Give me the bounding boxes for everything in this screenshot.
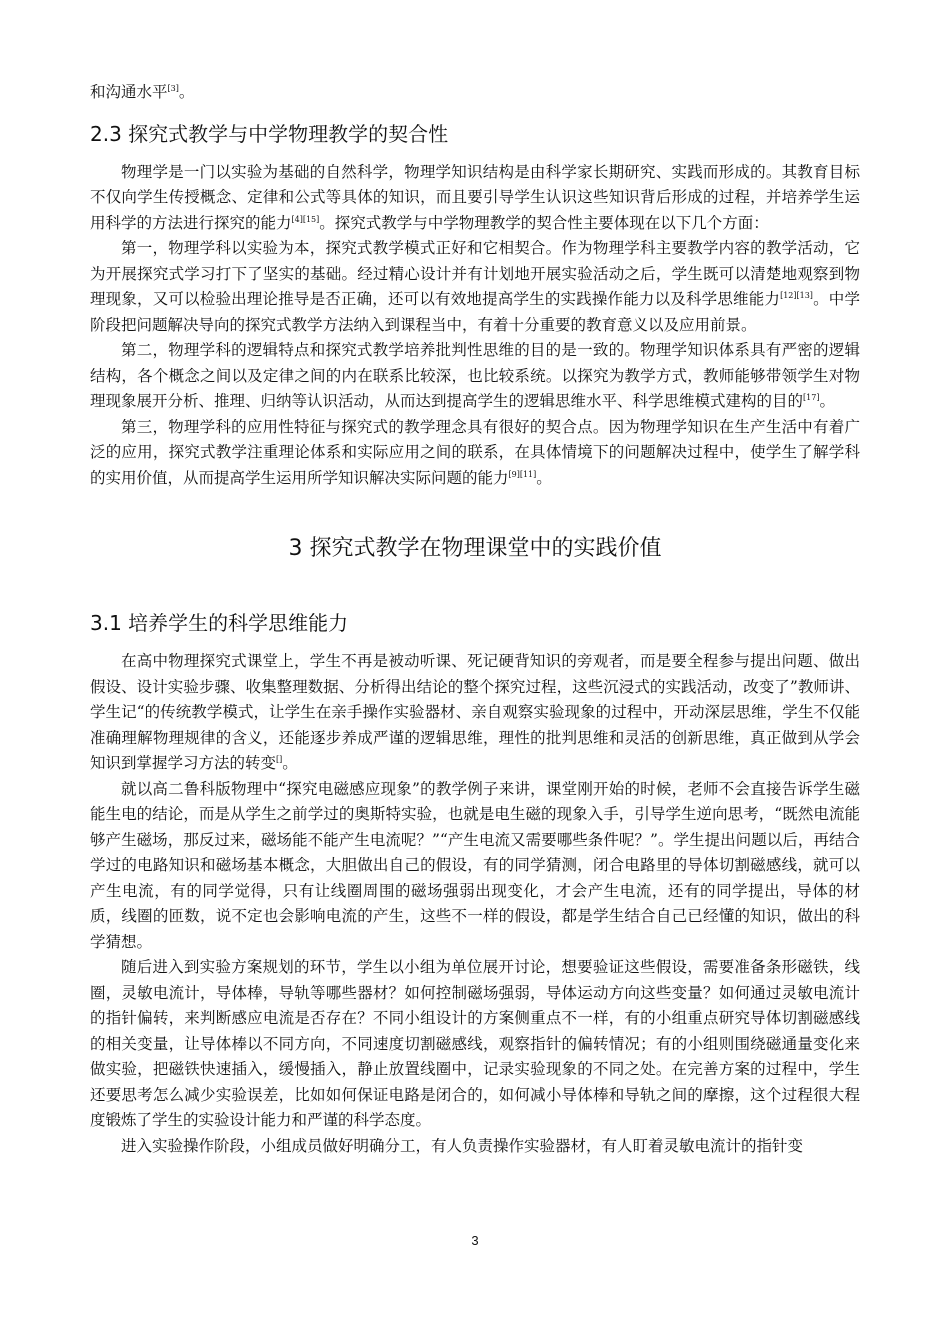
carry-over-tail: 。 [178,83,195,101]
paragraph-text: 第三，物理学科的应用性特征与探究式的教学理念具有很好的契合点。因为物理学知识在生产生活中有着广泛的应用，探究式教学注重理论体系和实际应用之间的联系，在具体情境下的问题解决过程中，使学生了解学科的实用价值，从而提高学生运用所学知识解决实际问题的能力 [90,417,860,487]
citation: [3] [167,84,179,93]
paragraph [90,338,860,415]
paragraph [90,160,860,237]
paragraph [90,649,860,777]
carry-over-paragraph [90,80,860,106]
paragraph-text: 。 [819,392,835,410]
chapter-heading-3: 3 探究式教学在物理课堂中的实践价值 [288,536,662,561]
section-heading-2-3: 2.3 探究式教学与中学物理教学的契合性 [90,121,449,146]
page-number: 3 [471,1233,479,1248]
citation: [9][11] [508,469,537,479]
paragraph-text: 。 [282,754,298,772]
citation: [12][13] [780,291,813,300]
section-heading-3-1: 3.1 培养学生的科学思维能力 [90,611,349,635]
paragraph-text: 物理学是一门以实验为基础的自然科学，物理学知识结构是由科学家长期研究、实践而形成的。其教育目标不仅向学生传授概念、定律和公式等具体的知识，而且要引导学生认识这些知识背后形成的过程，并培养学生运用科学的方法进行探究的能力 [90,162,860,232]
citation: [4][15] [291,214,320,224]
page-body [90,80,860,1159]
paragraph-text: 第二，物理学科的逻辑特点和探究式教学培养批判性思维的目的是一致的。物理学知识体系具有严密的逻辑结构，各个概念之间以及定律之间的内在联系比较深，也比较系统。以探究为教学方式，教师能够带领学生对物理现象展开分析、推理、归纳等认识活动，从而达到提高学生的逻辑思维水平、科学思维模式建构的目的 [90,341,860,410]
paragraph-text: 第一，物理学科以实验为本，探究式教学模式正好和它相契合。作为物理学科主要教学内容的教学活动，它为开展探究式学习打下了坚实的基础。经过精心设计并有计划地开展实验活动之后，学生既可以清楚地观察到物理现象，又可以检验出理论推导是否正确，还可以有效地提高学生的实践操作能力以及科学思维能力 [90,239,860,308]
paragraph-text: 。中学阶段把问题解决导向的探究式教学方法纳入到课程当中，有着十分重要的教育意义以及应用前景。 [90,290,860,334]
paragraph: 进入实验操作阶段，小组成员做好明确分工，有人负责操作实验器材，有人盯着灵敏电流计的指针变 [121,1136,804,1155]
paragraph [90,415,860,492]
carry-over-text: 和沟通水平 [90,83,168,101]
paragraph-text: 。 [536,468,552,487]
paragraph-text: 在高中物理探究式课堂上，学生不再是被动听课、死记硬背知识的旁观者，而是要全程参与提出问题、做出假设、设计实验步骤、收集整理数据、分析得出结论的整个探究过程，这些沉浸式的实践活动，改变了”教师讲、学生记“的传统教学模式，让学生在亲手操作实验器材、亲自观察实验现象的过程中，开动深层思维，学生不仅能准确理解物理规律的含义，还能逐步养成严谨的逻辑思维，理性的批判思维和灵活的创新思维，真正做到从学会知识到掌握学习方法的转变 [90,652,860,772]
paragraph: 就以高二鲁科版物理中“探究电磁感应现象”的教学例子来讲，课堂刚开始的时候，老师不会直接告诉学生磁能生电的结论，而是从学生之前学过的奥斯特实验，也就是电生磁的现象入手，引导学生逆向思考，“既然电流能够产生磁场，那反过来，磁场能不能产生电流呢？”“产生电流又需要哪些条件呢？”。学生提出问题以后，再结合学过的电路知识和磁场基本概念，大胆做出自己的假设，有的同学猜测，闭合电路里的导体切割磁感线，就可以产生电流，有的同学觉得，只有让线圈周围的磁场强弱出现变化，才会产生电流，还有的同学提出，导体的材质，线圈的匝数，说不定也会影响电流的产生，这些不一样的假设，都是学生结合自己已经懂的知识，做出的科学猜想。 [90,779,860,951]
paragraph-text: 。探究式教学与中学物理教学的契合性主要体现在以下几个方面： [319,213,769,232]
citation: [] [276,755,283,764]
paragraph: 随后进入到实验方案规划的环节，学生以小组为单位展开讨论，想要验证这些假设，需要准备条形磁铁，线圈，灵敏电流计，导体棒，导轨等哪些器材？如何控制磁场强弱，导体运动方向这些变量？如何通过灵敏电流计的指针偏转，来判断感应电流是否存在？不同小组设计的方案侧重点不一样，有的小组重点研究导体切割磁感线的相关变量，让导体棒以不同方向，不同速度切割磁感线，观察指针的偏转情况；有的小组则围绕磁通量变化来做实验，把磁铁快速插入，缓慢插入，静止放置线圈中，记录实验现象的不同之处。在完善方案的过程中，学生还要思考怎么减少实验误差，比如如何保证电路是闭合的，如何减小导体棒和导轨之间的摩擦，这个过程很大程度锻炼了学生的实验设计能力和严谨的科学态度。 [90,958,860,1129]
citation: [17] [803,393,820,402]
paragraph [90,236,860,338]
